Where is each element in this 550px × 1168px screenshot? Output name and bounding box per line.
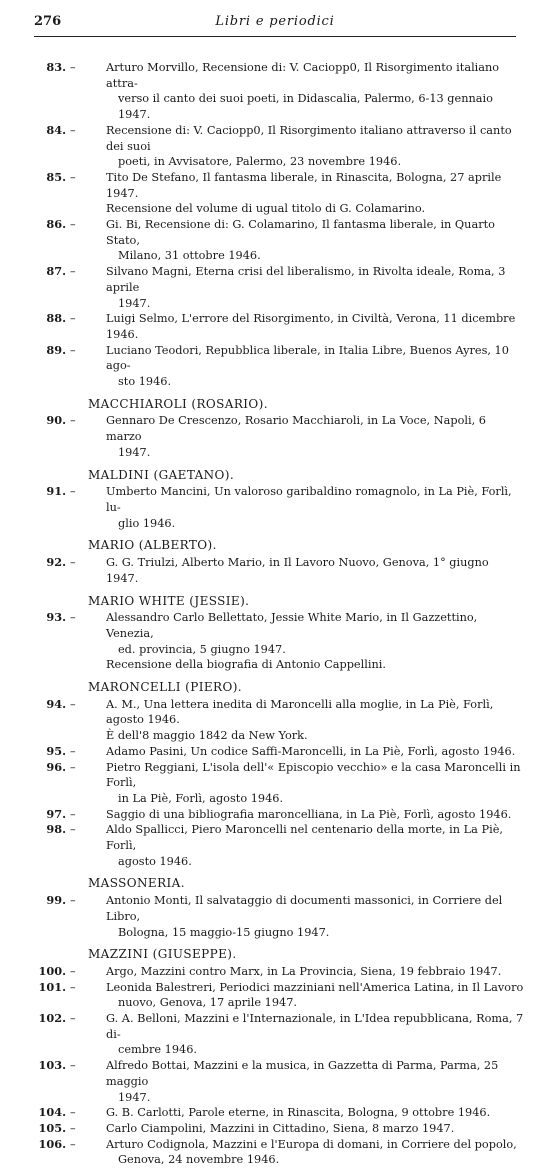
section-heading: MALDINI (GAETANO). <box>88 467 235 482</box>
section-heading: MACCHIAROLI (ROSARIO). <box>88 396 268 411</box>
entry-dash: – <box>70 1106 76 1120</box>
entry-dash: – <box>70 265 76 279</box>
bibliography-entry <box>38 1058 524 1105</box>
entry-dash: – <box>70 1012 76 1026</box>
entry-number: 95. <box>46 743 66 758</box>
entry-number: 99. <box>46 893 66 908</box>
section-heading: MARIO WHITE (JESSIE). <box>88 593 250 608</box>
entry-line: G. B. Carlotti, Parole eterne, in Rinascita, Bologna, 9 ottobre 1946. <box>106 1106 491 1120</box>
bibliography-entry <box>38 1105 524 1121</box>
entry-number: 85. <box>46 169 66 184</box>
entry-line: G. G. Triulzi, Alberto Mario, in Il Lavoro Nuovo, Genova, 1° giugno 1947. <box>106 556 489 585</box>
entry-line: Recensione del volume di ugual titolo di G. Colamarino. <box>106 202 426 216</box>
entry-number: 97. <box>46 806 66 821</box>
entry-line: 1947. <box>118 296 151 310</box>
entry-line: Umberto Mancini, Un valoroso garibaldino romagnolo, in La Piè, Forlì, lu- <box>106 485 512 514</box>
entry-dash: – <box>70 1137 76 1151</box>
entry-line: Gi. Bi, Recensione di: G. Colamarino, Il fantasma liberale, in Quarto Stato, <box>106 218 495 247</box>
entry-dash: – <box>70 964 76 978</box>
entry-line: Antonio Monti, Il salvataggio di documenti massonici, in Corriere del Libro, <box>106 894 503 923</box>
entry-number: 103. <box>38 1058 66 1073</box>
page-number: 276 <box>34 14 62 29</box>
entry-line: Luigi Selmo, L'errore del Risorgimento, in Civiltà, Verona, 11 dicembre 1946. <box>106 312 516 341</box>
entry-line: Leonida Balestreri, Periodici mazziniani nell'America Latina, in Il Lavoro <box>106 980 524 994</box>
entry-line: ed. provincia, 5 giugno 1947. <box>118 642 286 656</box>
entry-line: Alessandro Carlo Bellettato, Jessie White Mario, in Il Gazzettino, Venezia, <box>106 611 478 640</box>
entry-number: 87. <box>46 264 66 279</box>
section-heading: MAZZINI (GIUSEPPE). <box>88 947 237 962</box>
entry-line: Luciano Teodori, Repubblica liberale, in Italia Libre, Buenos Ayres, 10 ago- <box>106 343 509 373</box>
entry-number: 90. <box>46 413 66 428</box>
entry-line: Recensione della biografia di Antonio Cappellini. <box>106 658 386 672</box>
entry-line: Arturo Codignola, Mazzini e l'Europa di domani, in Corriere del popolo, <box>106 1137 517 1151</box>
entry-number: 101. <box>38 979 66 994</box>
entry-line: Saggio di una bibliografia maroncelliana, in La Piè, Forlì, agosto 1946. <box>106 807 512 821</box>
entry-line: Adamo Pasini, Un codice Saffi-Maroncelli, in La Piè, Forlì, agosto 1946. <box>106 744 516 758</box>
entry-dash: – <box>70 61 76 74</box>
entry-line: Tito De Stefano, Il fantasma liberale, in Rinascita, Bologna, 27 aprile 1947. <box>106 170 502 200</box>
entry-number: 89. <box>46 342 66 357</box>
bibliography-entry <box>38 60 524 123</box>
bibliography-entry <box>38 413 524 460</box>
entry-number: 105. <box>38 1121 66 1135</box>
entry-line: cembre 1946. <box>118 1043 197 1057</box>
entry-line: Alfredo Bottai, Mazzini e la musica, in Gazzetta di Parma, Parma, 25 maggio <box>106 1059 499 1088</box>
entry-dash: – <box>70 823 76 837</box>
entry-number: 88. <box>46 311 66 326</box>
entry-line: glio 1946. <box>118 516 176 530</box>
entry-dash: – <box>70 312 76 326</box>
bibliography-entry <box>38 170 524 217</box>
entry-line: Bologna, 15 maggio-15 giugno 1947. <box>118 925 330 939</box>
bibliography-entry <box>38 697 524 744</box>
entry-line: Gennaro De Crescenzo, Rosario Macchiaroli, in La Voce, Napoli, 6 marzo <box>106 414 486 444</box>
entry-number: 100. <box>38 963 66 978</box>
entry-line: verso il canto dei suoi poeti, in Didascalia, Palermo, 6-13 gennaio 1947. <box>118 92 493 122</box>
entry-dash: – <box>70 485 76 499</box>
entry-line: agosto 1946. <box>118 854 192 868</box>
bibliography-entry <box>38 217 524 264</box>
entry-line: Argo, Mazzini contro Marx, in La Provincia, Siena, 19 febbraio 1947. <box>106 964 502 978</box>
bibliography-list <box>38 60 524 1168</box>
bibliography-entry <box>38 484 524 531</box>
entry-number: 102. <box>38 1011 66 1026</box>
entry-dash: – <box>70 556 76 570</box>
bibliography-entry <box>38 311 524 342</box>
section-heading: MARONCELLI (PIERO). <box>88 680 242 695</box>
bibliography-entry <box>38 822 524 869</box>
entry-line: Milano, 31 ottobre 1946. <box>118 249 261 263</box>
entry-line: È dell'8 maggio 1842 da New York. <box>106 729 308 743</box>
entry-dash: – <box>70 170 76 184</box>
entry-dash: – <box>70 1059 76 1073</box>
running-title: Libri e periodici <box>215 14 335 29</box>
bibliography-entry <box>38 744 524 760</box>
entry-line: Genova, 24 novembre 1946. <box>118 1153 280 1167</box>
entry-number: 96. <box>46 759 66 774</box>
bibliography-entry <box>38 555 524 586</box>
bibliography-entry <box>38 1121 524 1137</box>
entry-dash: – <box>70 218 76 232</box>
entry-number: 91. <box>46 484 66 499</box>
entry-dash: – <box>70 807 76 821</box>
entry-number: 104. <box>38 1105 66 1120</box>
entry-dash: – <box>70 697 76 711</box>
entry-line: 1947. <box>118 1090 151 1104</box>
entry-number: 98. <box>46 822 66 837</box>
entry-line: 1947. <box>118 445 151 459</box>
entry-number: 106. <box>38 1136 66 1151</box>
entry-line: poeti, in Avvisatore, Palermo, 23 novembre 1946. <box>118 155 402 169</box>
entry-dash: – <box>70 414 76 428</box>
entry-line: Pietro Reggiani, L'isola dell'« Episcopio vecchio» e la casa Maroncelli in Forlì, <box>106 760 521 790</box>
entry-number: 94. <box>46 696 66 711</box>
entry-line: sto 1946. <box>118 375 172 389</box>
bibliography-entry <box>38 893 524 940</box>
bibliography-entry <box>38 760 524 807</box>
bibliography-entry <box>38 264 524 311</box>
entry-line: Aldo Spallicci, Piero Maroncelli nel centenario della morte, in La Piè, Forlì, <box>106 823 503 853</box>
entry-line: in La Piè, Forlì, agosto 1946. <box>118 791 284 805</box>
entry-line: A. M., Una lettera inedita di Maroncelli alla moglie, in La Piè, Forlì, agosto 1946. <box>106 697 494 727</box>
bibliography-entry <box>38 980 524 1011</box>
entry-number: 83. <box>46 60 66 74</box>
entry-line: Arturo Morvillo, Recensione di: V. Caciopp0, Il Risorgimento italiano attra- <box>106 61 500 90</box>
entry-dash: – <box>70 760 76 774</box>
bibliography-entry <box>38 343 524 390</box>
bibliography-entry <box>38 123 524 170</box>
entry-dash: – <box>70 894 76 908</box>
page-header <box>34 14 516 37</box>
entry-dash: – <box>70 123 76 137</box>
bibliography-entry <box>38 1011 524 1058</box>
entry-number: 93. <box>46 610 66 625</box>
entry-line: Silvano Magni, Eterna crisi del liberalismo, in Rivolta ideale, Roma, 3 aprile <box>106 265 506 294</box>
entry-dash: – <box>70 980 76 994</box>
entry-number: 84. <box>46 122 66 137</box>
entry-line: nuovo, Genova, 17 aprile 1947. <box>118 996 297 1010</box>
bibliography-entry <box>38 610 524 673</box>
entry-dash: – <box>70 343 76 357</box>
section-heading: MARIO (ALBERTO). <box>88 538 217 553</box>
bibliography-entry <box>38 807 524 823</box>
entry-dash: – <box>70 611 76 625</box>
entry-line: Recensione di: V. Caciopp0, Il Risorgimento italiano attraverso il canto dei suoi <box>106 123 512 153</box>
entry-line: G. A. Belloni, Mazzini e l'Internazionale, in L'Idea repubblicana, Roma, 7 di- <box>106 1012 524 1041</box>
bibliography-entry <box>38 1137 524 1168</box>
entry-dash: – <box>70 744 76 758</box>
entry-line: Carlo Ciampolini, Mazzini in Cittadino, Siena, 8 marzo 1947. <box>106 1122 455 1135</box>
entry-number: 86. <box>46 217 66 232</box>
section-heading: MASSONERIA. <box>88 876 185 891</box>
entry-dash: – <box>70 1122 76 1135</box>
bibliography-entry <box>38 964 524 980</box>
entry-number: 92. <box>46 555 66 570</box>
